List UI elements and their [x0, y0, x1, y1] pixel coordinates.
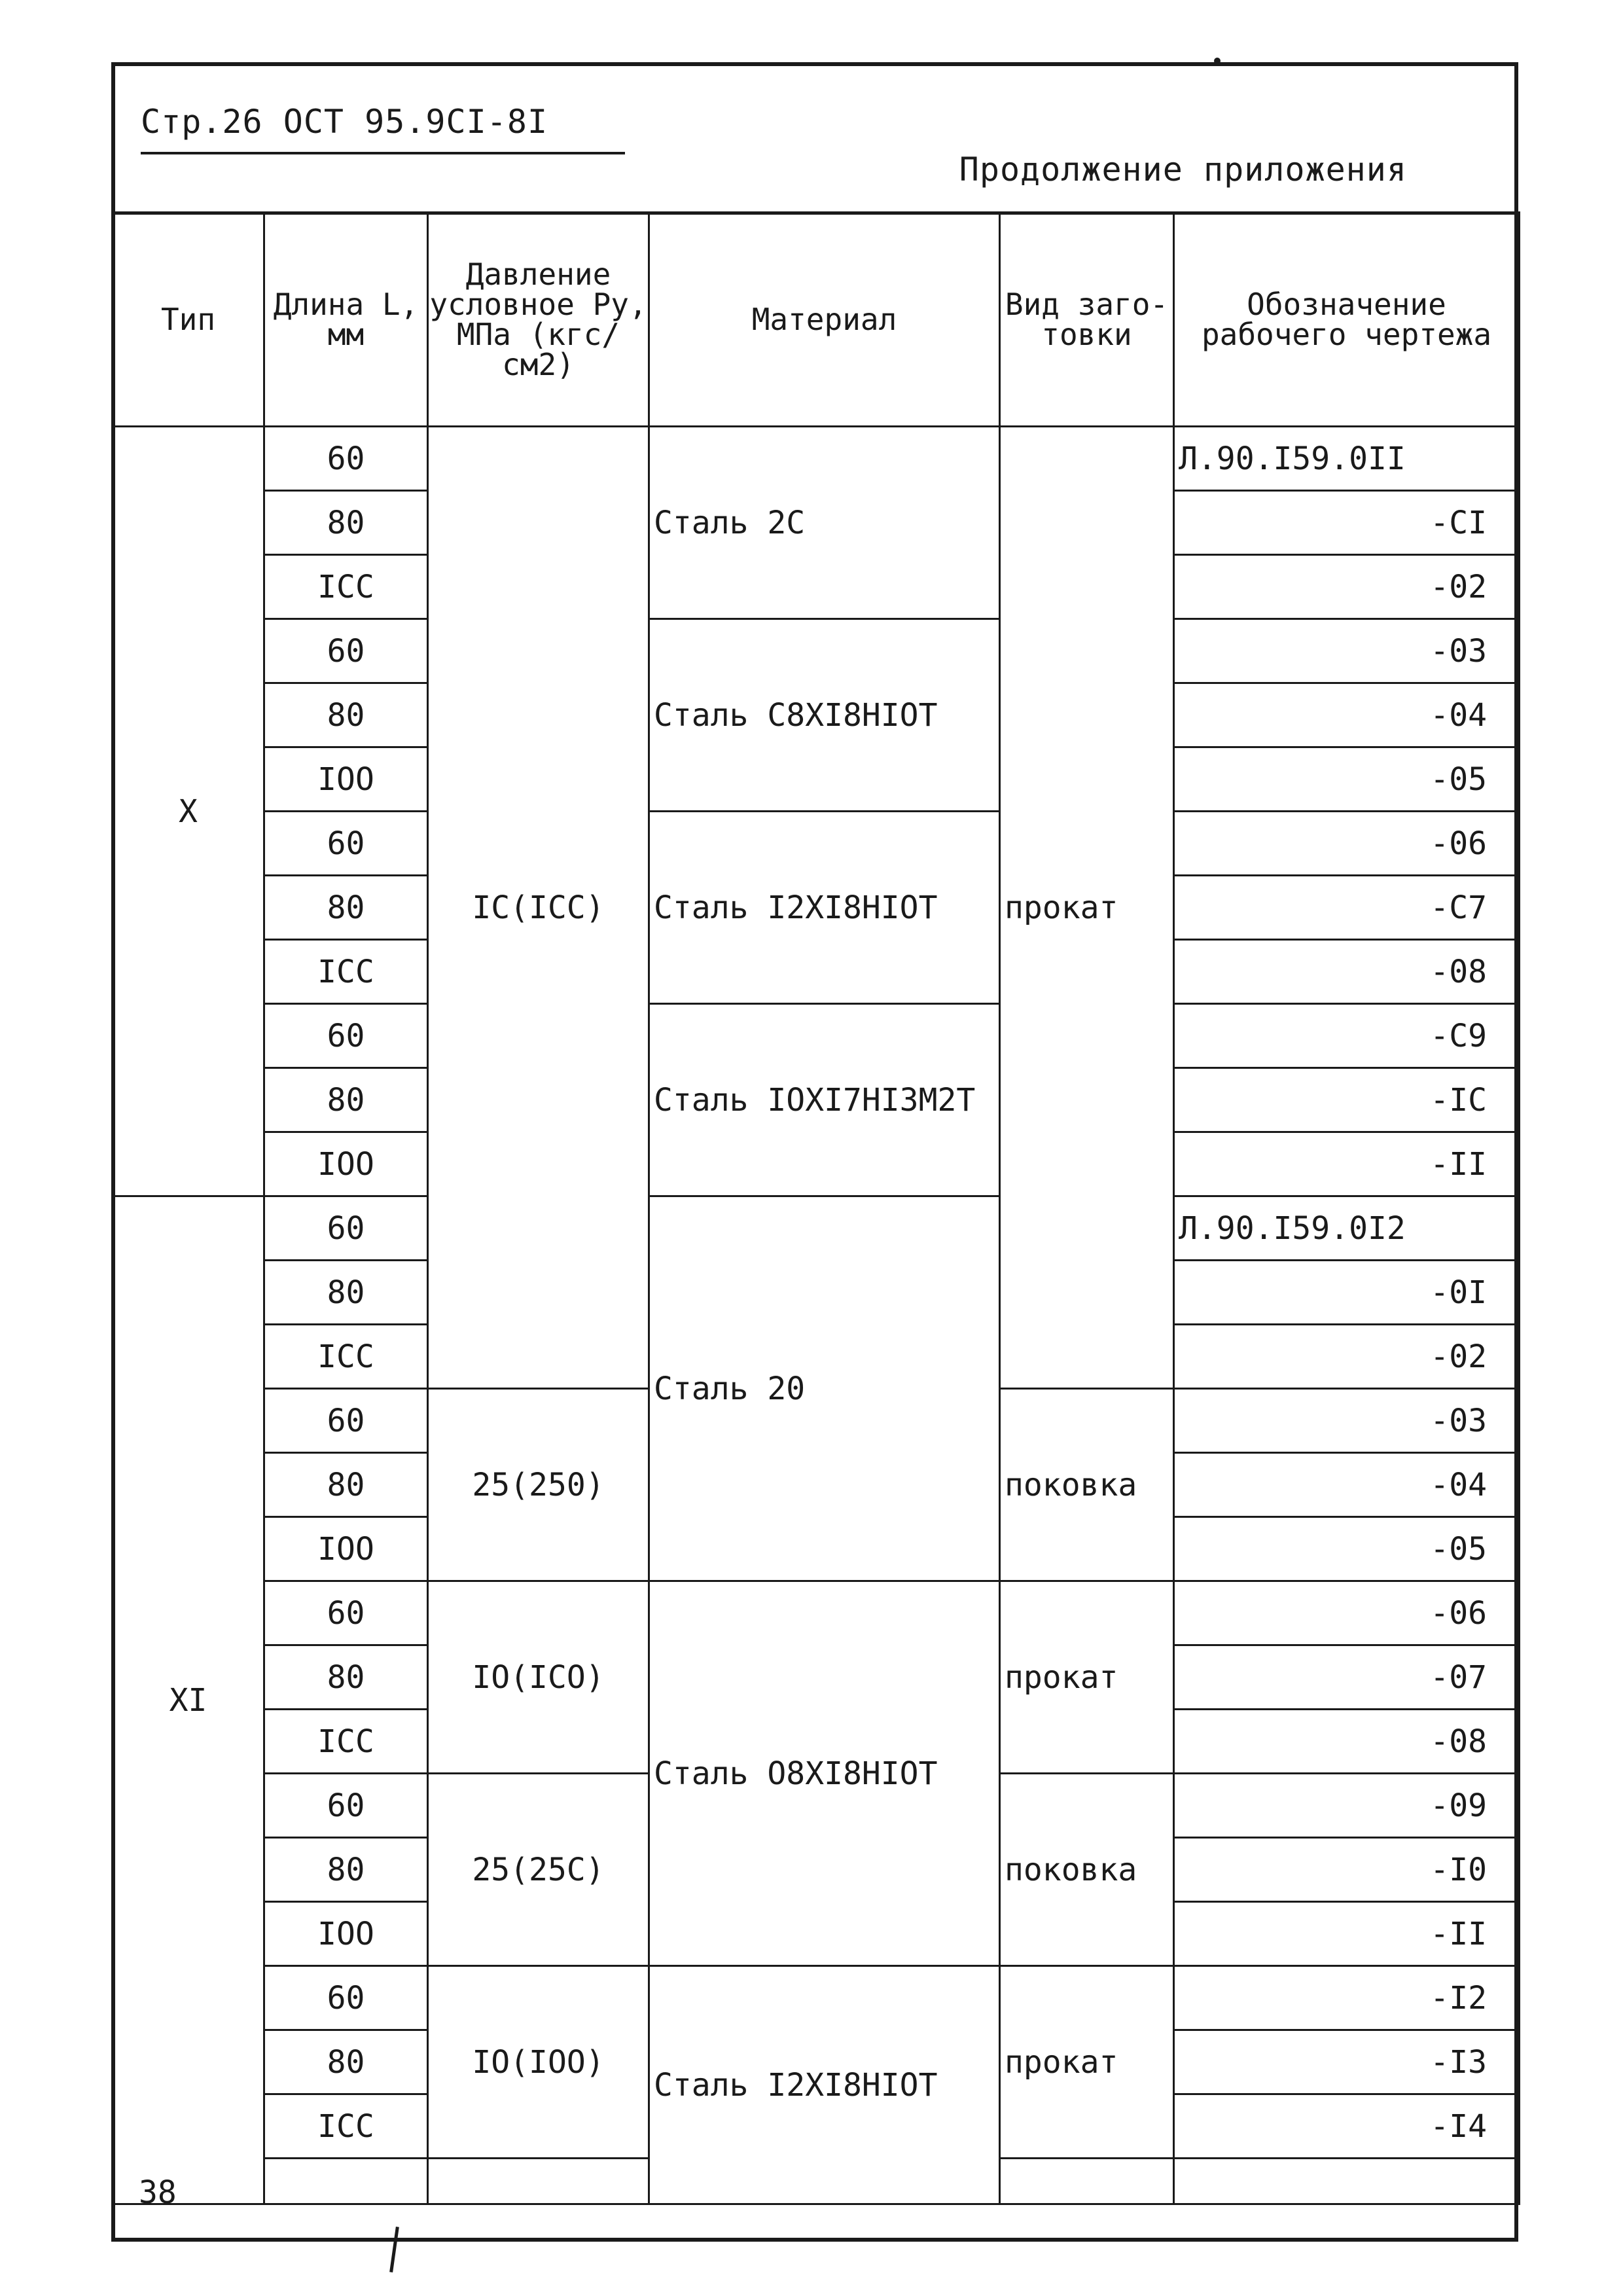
drawing-cell: -СI: [1174, 491, 1520, 555]
length-cell: IСС: [264, 1325, 428, 1389]
drawing-cell: Л.90.I59.0II: [1174, 427, 1520, 491]
table-row: [113, 619, 1520, 683]
drawing-cell: -I3: [1174, 2030, 1520, 2094]
length-cell: IОО: [264, 1517, 428, 1581]
material-cell: Сталь 2С: [649, 427, 1000, 619]
drawing-cell: -II: [1174, 1902, 1520, 1966]
drawing-cell: -05: [1174, 747, 1520, 812]
drawing-cell-empty: [1174, 2159, 1520, 2204]
col-header-drawing: Обозначение рабочего чертежа: [1174, 213, 1520, 427]
drawing-cell: -07: [1174, 1645, 1520, 1710]
length-cell: 60: [264, 1004, 428, 1068]
document-reference-underline: [141, 152, 625, 154]
length-cell: 80: [264, 683, 428, 747]
length-cell: 60: [264, 1389, 428, 1453]
pressure-cell: IО(IОО): [428, 1966, 649, 2159]
blank-cell-empty: [1000, 2159, 1174, 2204]
material-cell: Сталь I2ХI8НIОТ: [649, 1966, 1000, 2204]
length-cell: 60: [264, 1581, 428, 1645]
table-row: [113, 1004, 1520, 1068]
document-reference: Стр.26 ОСТ 95.9СI-8I: [141, 103, 548, 141]
col-header-length: Длина L, мм: [264, 213, 428, 427]
pressure-cell: 25(250): [428, 1389, 649, 1581]
blank-cell: прокат: [1000, 427, 1174, 1389]
blank-cell: поковка: [1000, 1774, 1174, 1966]
table-row: [113, 1196, 1520, 1261]
length-cell: 80: [264, 2030, 428, 2094]
length-cell: IСС: [264, 940, 428, 1004]
length-cell: 80: [264, 876, 428, 940]
table-row: [113, 427, 1520, 491]
length-cell: 60: [264, 1774, 428, 1838]
material-cell: Сталь О8ХI8НIОТ: [649, 1581, 1000, 1966]
length-cell: 60: [264, 1196, 428, 1261]
table-row: [113, 812, 1520, 876]
type-cell: XI: [113, 1196, 264, 2204]
length-cell-empty: [264, 2159, 428, 2204]
blank-cell: прокат: [1000, 1581, 1174, 1774]
drawing-cell: -06: [1174, 812, 1520, 876]
drawing-cell: -05: [1174, 1517, 1520, 1581]
material-cell: Сталь IОХI7НI3М2Т: [649, 1004, 1000, 1196]
length-cell: 60: [264, 619, 428, 683]
drawing-cell: -I4: [1174, 2094, 1520, 2159]
length-cell: 80: [264, 1838, 428, 1902]
spec-table: [111, 211, 1520, 2205]
length-cell: IOO: [264, 747, 428, 812]
material-cell: Сталь I2ХI8НIОТ: [649, 812, 1000, 1004]
table-row: [113, 1581, 1520, 1645]
drawing-cell: -08: [1174, 1710, 1520, 1774]
blank-cell: прокат: [1000, 1966, 1174, 2159]
drawing-cell: -03: [1174, 619, 1520, 683]
drawing-cell: -02: [1174, 555, 1520, 619]
length-cell: 60: [264, 812, 428, 876]
length-cell: 80: [264, 1068, 428, 1132]
length-cell: IСС: [264, 2094, 428, 2159]
continuation-label: Продолжение приложения: [959, 151, 1407, 188]
blank-cell: поковка: [1000, 1389, 1174, 1581]
drawing-cell: -II: [1174, 1132, 1520, 1196]
drawing-cell: -IС: [1174, 1068, 1520, 1132]
length-cell: 80: [264, 491, 428, 555]
drawing-cell: -С7: [1174, 876, 1520, 940]
drawing-cell: -I2: [1174, 1966, 1520, 2030]
length-cell: 80: [264, 1645, 428, 1710]
table-header-row: [113, 213, 1520, 427]
page-number: 38: [139, 2174, 177, 2211]
drawing-cell: -09: [1174, 1774, 1520, 1838]
col-header-material: Материал: [649, 213, 1000, 427]
length-cell: 60: [264, 427, 428, 491]
col-header-type: Тип: [113, 213, 264, 427]
pressure-cell: IС(IСС): [428, 427, 649, 1389]
drawing-cell: -04: [1174, 683, 1520, 747]
drawing-cell: -I0: [1174, 1838, 1520, 1902]
drawing-cell: -02: [1174, 1325, 1520, 1389]
drawing-cell: -С9: [1174, 1004, 1520, 1068]
length-cell: 80: [264, 1453, 428, 1517]
page-header: [111, 62, 1518, 213]
length-cell: IОО: [264, 1902, 428, 1966]
drawing-cell: -06: [1174, 1581, 1520, 1645]
type-cell: X: [113, 427, 264, 1196]
pressure-cell: 25(25С): [428, 1774, 649, 1966]
material-cell: Сталь 20: [649, 1196, 1000, 1581]
pressure-cell: IO(IСО): [428, 1581, 649, 1774]
length-cell: IСС: [264, 555, 428, 619]
col-header-blank: Вид заго-товки: [1000, 213, 1174, 427]
drawing-cell: Л.90.I59.0I2: [1174, 1196, 1520, 1261]
length-cell: IСС: [264, 1710, 428, 1774]
length-cell: 60: [264, 1966, 428, 2030]
length-cell: 80: [264, 1261, 428, 1325]
pressure-cell-empty: [428, 2159, 649, 2204]
drawing-cell: -08: [1174, 940, 1520, 1004]
drawing-cell: -03: [1174, 1389, 1520, 1453]
length-cell: IOO: [264, 1132, 428, 1196]
drawing-cell: -04: [1174, 1453, 1520, 1517]
drawing-cell: -0I: [1174, 1261, 1520, 1325]
material-cell: Сталь С8ХI8НIОТ: [649, 619, 1000, 812]
col-header-pressure: Давление условное Ру, МПа (кгс/см2): [428, 213, 649, 427]
table-row: [113, 1966, 1520, 2030]
